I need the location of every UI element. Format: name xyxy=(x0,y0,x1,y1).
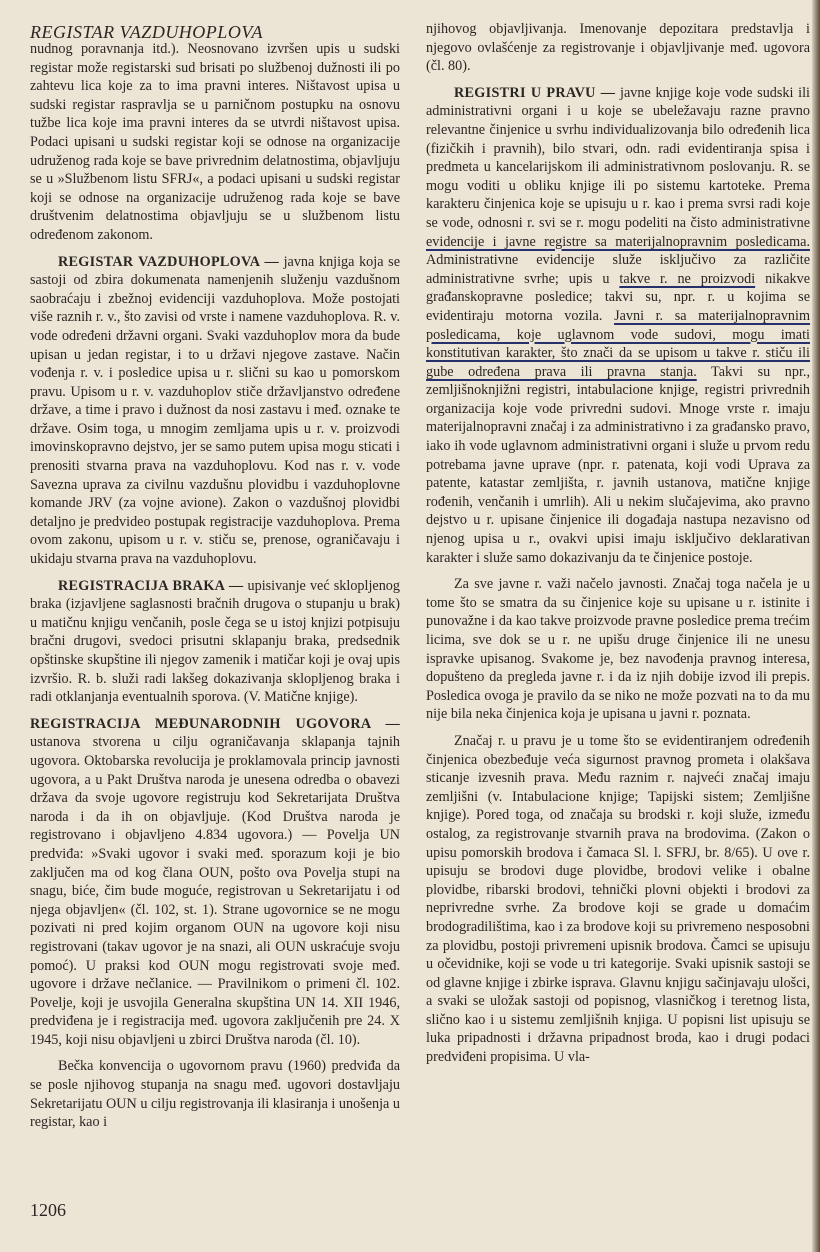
paragraph-text: javne knjige koje vode sudski ili administrativni organi i u koje se ubeležavaju razne pravno relevantne činjenice u svrhu individualizovanja bilo određenih lica (fizičkih i pravnih), bilo stvari, odn. radi evidentiranja spisa i predmeta u kancelarijskom ili administrativnom poslovanju. R. se mogu voditi u obliku knjige ili po sistemu kartoteke. xyxy=(426,84,810,194)
underlined-text: evidencije i javne registre sa materijalnopravnim posledicama. xyxy=(426,233,810,250)
page-number: 1206 xyxy=(30,1200,66,1220)
paragraph-text: nikakve građanskopravne posledice; takvi su, npr. r. u kojima se evidentiraju motorna vozila. xyxy=(426,270,810,324)
page-edge xyxy=(812,0,820,1252)
paragraph-text: Za sve javne r. važi načelo javnosti. Značaj toga načela je u tome što se smatra da su činjenice koje su upisane u r. istinite i punovažne i da kao takve proizvode pravne posledice prema trećim licima, sve dok se u r. ne upišu druge činjenice ili ne unesu ispravke upisanog. Svakome je, bez navođenja pravnog interesa, dopušteno da pregleda javne r. i da iz njih dobije izvod ili prepis. Posledica ovoga je pravilo da se niko ne može pozvati na to da mu nije bila neka činjenica koja je upisana u javni r. poznata. xyxy=(426,576,810,723)
entry-registracija-medjunarodnih-ugovora xyxy=(30,715,400,1050)
entry-registracija-braka xyxy=(30,577,400,707)
left-column xyxy=(30,40,400,1252)
paragraph-javnost xyxy=(426,575,810,724)
entry-registar-vazduhoplova xyxy=(30,253,400,569)
paragraph-text: Administrativne evidencije služe isključivo za različite administrativne svrhe; upis u xyxy=(426,252,810,287)
headword: REGISTRACIJA MEĐUNARODNIH UGOVORA — xyxy=(30,715,400,732)
entry-continuation xyxy=(30,40,400,245)
paragraph-text: nudnog poravnanja itd.). Neosnovano izvršen upis u sudski registar može registarski sud brisati po službenoj dužnosti ili po zahtevu lica koje za to ima pravni interes. Ništavost upisa u sudski registar raspravlja se u parničnom postupku na osnovu tužbe lica koje ima pravni interes da se utvrdi ništavost upisa. Podaci upisani u sudski registar koji se odnose na organizacije udruženog rada koje se bave privrednim delatnostima, objavljuju se u »Službenom listu SFRJ«, a podaci upisani u sudski registar koji se odnose na organizacije udruženog rada koje se bave društvenim delatnostima objavljuju se u službenom listu određenom zakonom. xyxy=(30,41,400,243)
paragraph-text: ustanova stvorena u cilju ograničavanja sklapanja tajnih ugovora. Oktobarska revolucija je proklamovala princip javnosti ugovora, a u Pakt Društva naroda je unesena odredba o obavezi država da svoje ugovore registruju kod Sekretarijata Društva naroda i da ih on objavljuje. (Kod Društva naroda je registrovano i objavljeno 4.834 ugovora.) — Povelja UN predviđa: »Svaki ugovor i svaki međ. sporazum koji je bio zaključen ma od kog člana OUN, pošto ova Povelja stupi na snagu, biće, čim bude moguće, registrovan u Sekretarijatu i od njega objavljen« (čl. 102, st. 1). Strane ugovornice se ne mogu pozivati ni pred kojim organom OUN na ugovore koji nisu registrovani (takav ugovor je na snazi, ali OUN uskraćuje svoju pomoć). U praksi kod OUN mogu registrovati svoje međ. ugovore i države nečlanice. — Pravilnikom o primeni čl. 102. Povelje, koji je usvojila Generalna skupština UN 14. XII 1946, predviđena je i registracija međ. ugovora zaključenih pre 24. X 1945, koji nisu objavljeni u zbirci Društva naroda (čl. 10). xyxy=(30,734,400,1048)
headword: REGISTRI U PRAVU — xyxy=(454,84,616,101)
right-column xyxy=(426,20,810,1252)
paragraph-text: upisivanje već sklopljenog braka (izjavljene saglasnosti bračnih drugova o stupanju u brak) u matičnu knjigu venčanih, posle čega se u istoj knjizi potpisuju bračni drugovi, svedoci prisutni sklapanju braka, predsednik opštinske skupštine ili njegov zamenik i matičar koji je ovaj upis izvršio. R. b. služi radi lakšeg dokazivanja sklopljenog braka i radi otklanjanja eventualnih sporova. (V. Matične knjige). xyxy=(30,577,400,706)
entry-registri-u-pravu xyxy=(426,84,810,567)
paragraph-text: Značaj r. u pravu je u tome što se evidentiranjem određenih činjenica obezbeđuje veća sigurnost pravnog prometa i olakšava sticanje izvesnih prava. Među raznim r. najveći značaj imaju zemljišni (v. Intabulacione knjige; Tapijski sistem; Zemljišne knjige). Pored toga, od značaja su brodski r. koji služe, između ostalog, za registrovanje stvarnih prava na brodovima. (Zakon o upisu pomorskih brodova i čamaca Sl. l. SFRJ, br. 8/65). U ove r. upisuju se brodovi duge plovidbe, brodovi velike i obalne plovidbe, ribarski brodovi, tehnički plovni objekti i brodovi za neprivredne svrhe. Za brodove koji se grade u domaćim brodogradilištima, kao i za brodove koji su privremeno nesposobni za plovidbu, postoji privremeni upisnik brodova. Čamci se upisuju u očevidnike, koji se vode u tri kategorije. Svaki upisnik sastoji se od glavne knjige i zbirke isprava. Glavnu knjigu sačinjavaju ulošci, a svaki se uložak sastoji od popisnog, vlasničkog i teretnog lista, slično kao i u sistemu zemljišnih knjiga. U popisni list upisuju se luka pripadnosti i državna pripadnost broda, kao i drugi podaci predviđeni propisima. U vla- xyxy=(426,732,810,1066)
paragraph-text: Takvi su npr., zemljišnoknjižni registri, intabulacione knjige, registri privrednih organizacija koje vode privredni sudovi. Mnoge vrste r. imaju materijalnopravni značaj i za administrativno i za građansko pravo, iako ih vode uglavnom administrativni organi i služe u prvom redu potrebama javne uprave (npr. r. patenata, koji vodi Uprava za patente, katastar zemljišta, r. javnih ustanova, matične knjige rođenih, venčanih i umrlih). Ali u nekim slučajevima, ako pravno dejstvo u r. upisane činjenice ili događaja nastupa nezavisno od njenog upisa u r., ovakvi upisi imaju isključivo deklarativan karakter i služe samo dokazivanju da te činjenice postoje. xyxy=(426,363,810,566)
paragraph-text: Bečka konvencija o ugovornom pravu (1960) predviđa da se posle njihovog stupanja na snagu međ. ugovori dostavljaju Sekretarijatu OUN u cilju registrovanja ili klasiranja i unošenja u registar, kao i xyxy=(30,1058,400,1131)
underlined-text: Javni r. sa materijalnopravnim posledicama, koje uglavnom vode sudovi, mogu imati konstitutivan karakter, što znači da se upisom u takve r. stiču ili gube određena prava ili pravna stanja. xyxy=(426,307,810,380)
paragraph-text: javna knjiga koja se sastoji od zbira dokumenata namenjenih služenju vazdušnom saobraćaju i zbežnoj evidenciji vazduhoplova. Može postojati više raznih r. v., što zavisi od vrste i namene vazduhoplova. R. v. vode određeni državni organi. Svaki vazduhoplov mora da bude upisan u jedan registar, i to u državi njegove zastave. Način vođenja r. v. i posledice upisa u r. slični su kao u pomorskom pravu. Upisom u r. v. vazduhoplov stiče državljanstvo određene države, a time i pravo i dužnost da nosi zastavu i međ. oznake te države. Osim toga, u mnogim zemljama upis u r. v. proizvodi imovinskopravno dejstvo, jer se samo putem upisa mogu sticati i prenositi stvarna prava na vazduhoplovu. Kod nas r. v. vode Savezna uprava za civilnu vazdušnu plovidbu i vazduhoplovne komande JRV (za vojne avione). Zakon o vazdušnoj plovidbi detaljno je predvideo postupak registracije vazduhoplova. Prema ovom zakonu, upisom u r. v. stiču se, prenose, ograničavaju i ukidaju stvarna prava na vazduhoplovu. xyxy=(30,253,400,568)
headword: REGISTAR VAZDUHOPLOVA — xyxy=(58,253,279,270)
paragraph-text: njihovog objavljivanja. Imenovanje depozitara predstavlja i njegovo ovlašćenje za registrovanje i objavljivanje međ. ugovora (čl. 80). xyxy=(426,21,810,75)
entry-continuation xyxy=(426,20,810,76)
paragraph xyxy=(30,1057,400,1131)
paragraph-znacaj xyxy=(426,732,810,1067)
running-head: REGISTAR VAZDUHOPLOVA xyxy=(30,22,263,42)
underlined-text: takve r. ne proizvodi xyxy=(619,270,756,287)
headword: REGISTRACIJA BRAKA — xyxy=(58,577,244,594)
paragraph-text: Prema karakteru činjenica koje se upisuju u r. kao i prema svrsi radi koje se vode, odnosni r. svi se r. mogu podeliti na čisto administrativne xyxy=(426,177,810,231)
